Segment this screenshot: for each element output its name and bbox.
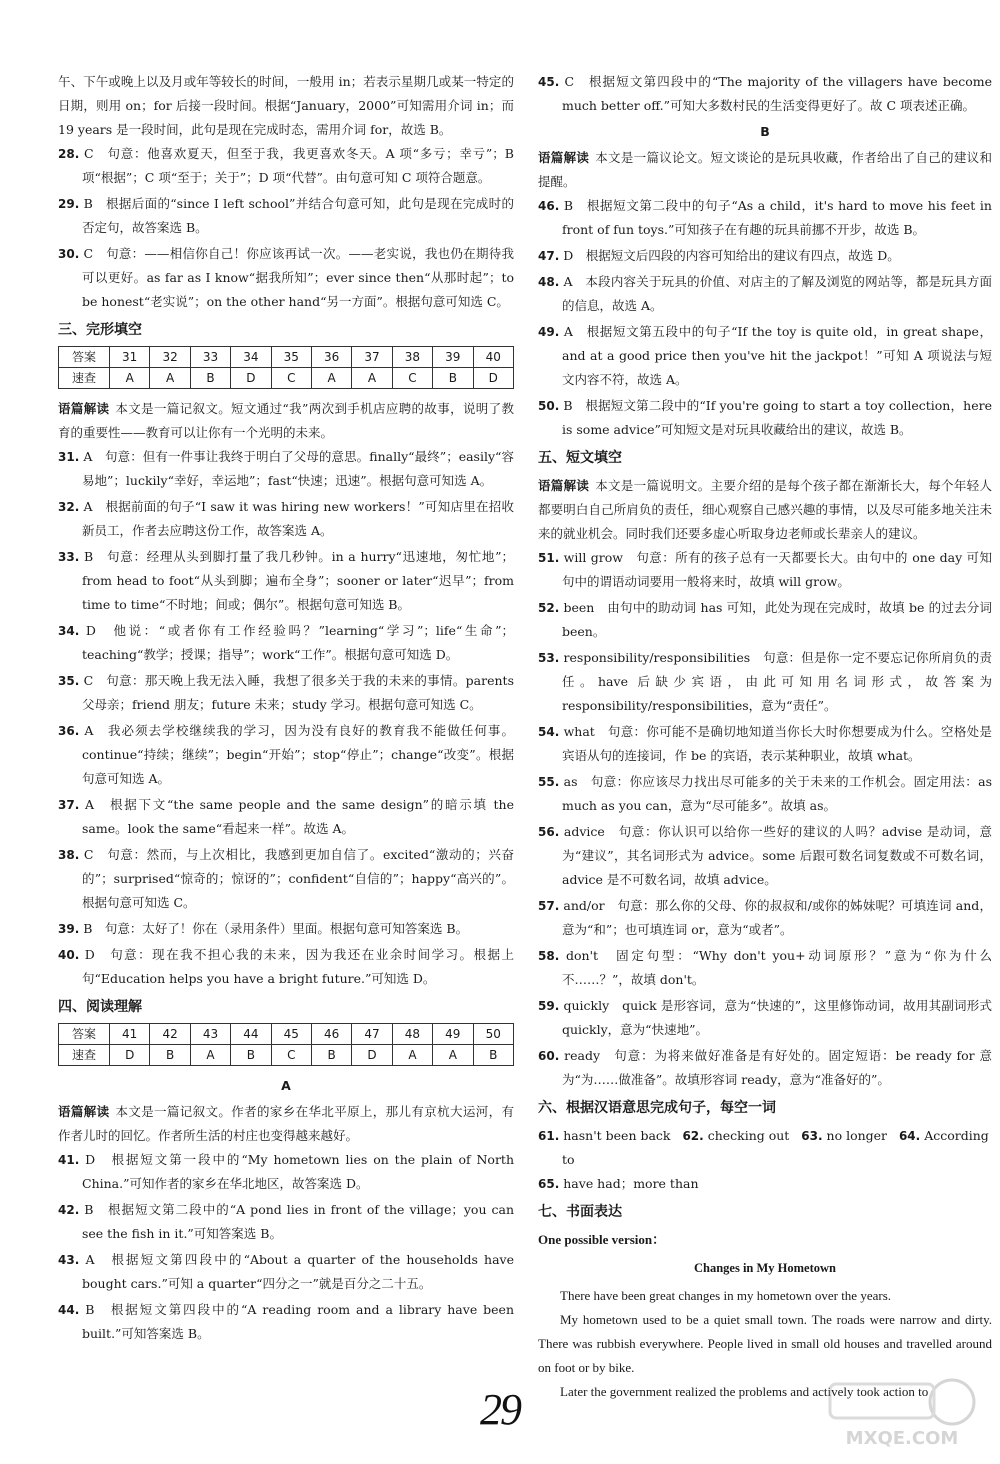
table-cell: A bbox=[433, 1045, 473, 1066]
answer-item-33: 33. B 句意：经理从头到脚打量了我几秒钟。in a hurry“迅速地，匆忙地”；from head to foot“从头到脚；遍布全身”；sooner or later“迟早”；from time to time“不时地；间或；偶尔”。根据句意可知选 B。 bbox=[58, 549, 514, 612]
answer-item-56: 56. advice 句意：你认识可以给你一些好的建议的人吗？advise 是动词，意为“建议”，其名词形式为 advice。some 后跟可数名词复数或不可数名词，advice 是不可数名词，故填 advice。 bbox=[538, 824, 992, 887]
table-head-quick: 速查 bbox=[59, 368, 110, 389]
passage-intro-fill-in: 语篇解读 本文是一篇说明文。主要介绍的是每个孩子都在渐渐长大，每个年轻人都要明白自己所肩负的责任，细心观察自己感兴趣的事情，以及尽可能多地关注未来的就业机会。同时我们还要多虚心听取身边老师或长辈亲人的建议。 bbox=[538, 478, 992, 541]
table-cell: 49 bbox=[433, 1024, 473, 1045]
essay-paragraph-3: Later the government realized the problems and actively took action to bbox=[560, 1384, 929, 1399]
table-cell: 32 bbox=[150, 347, 190, 368]
table-cell: C bbox=[271, 368, 311, 389]
essay-paragraph-1: There have been great changes in my hometown over the years. bbox=[560, 1288, 892, 1303]
table-cell: 31 bbox=[110, 347, 150, 368]
answer-table-cloze bbox=[58, 346, 514, 389]
answer-item-37: 37. A 根据下文“the same people and the same design”的暗示填 the same。look the same“看起来一样”。故选 A。 bbox=[58, 797, 514, 836]
table-cell: 47 bbox=[352, 1024, 392, 1045]
answer-item-53: 53. responsibility/responsibilities 句意：但是你一定不要忘记你所肩负的责任。have 后缺少宾语，由此可知用名词形式，故答案为 responsibility/responsibilities，意为“责任”。 bbox=[538, 650, 992, 713]
table-cell: 43 bbox=[190, 1024, 230, 1045]
answer-item-32: 32. A 根据前面的句子“I saw it was hiring new workers！”可知店里在招收新员工，作者去应聘这份工作，故答案选 A。 bbox=[58, 499, 514, 538]
version-label: One possible version： bbox=[538, 1232, 666, 1247]
table-cell: C bbox=[392, 368, 432, 389]
table-cell: A bbox=[190, 1045, 230, 1066]
table-cell: 33 bbox=[190, 347, 230, 368]
answer-item-38: 38. C 句意：然而，与上次相比，我感到更加自信了。excited“激动的；兴奋的”；surprised“惊奇的；惊讶的”；confident“自信的”；happy“高兴的”。根据句意可知选 C。 bbox=[58, 847, 514, 910]
table-cell: 40 bbox=[473, 347, 513, 368]
table-head-answer: 答案 bbox=[59, 347, 110, 368]
answer-item-46: 46. B 根据短文第二段中的句子“As a child，it's hard to move his feet in front of fun toys.”可知孩子在有趣的玩具前挪不开步，故选 B。 bbox=[538, 198, 992, 237]
answer-item-48: 48. A 本段内容关于玩具的价值、对店主的了解及浏览的网站等，都是玩具方面的信息，故选 A。 bbox=[538, 274, 992, 313]
answer-item-50: 50. B 根据短文第二段中的“If you're going to start a toy collection，here is some advice”可知短文是对玩具收藏给出的建议，故选 B。 bbox=[538, 398, 992, 437]
table-cell: B bbox=[190, 368, 230, 389]
continued-paragraph: 午、下午或晚上以及月或年等较长的时间，一般用 in；若表示星期几或某一特定的日期，则用 on；for 后接一段时间。根据“January，2000”可知需用介词 in；而 19 years 是一段时间，此句是现在完成时态，需用介词 for，故选 B。 bbox=[58, 74, 514, 137]
section-heading-reading: 四、阅读理解 bbox=[58, 999, 142, 1015]
answer-item-42: 42. B 根据短文第二段中的“A pond lies in front of the village；you can see the fish in it.”可知答案选 B。 bbox=[58, 1202, 515, 1241]
passage-letter-b: B bbox=[760, 124, 770, 139]
answer-item-55: 55. as 句意：你应该尽力找出尽可能多的关于未来的工作机会。固定用法：as much as you can，意为“尽可能多”。故填 as。 bbox=[538, 774, 992, 813]
answer-item-59: 59. quickly quick 是形容词，意为“快速的”，这里修饰动词，故用其副词形式 quickly，意为“快速地”。 bbox=[538, 998, 992, 1037]
table-cell: B bbox=[150, 1045, 190, 1066]
fill-in-items bbox=[538, 546, 992, 1092]
answer-item-31: 31. A 句意：但有一件事让我终于明白了父母的意思。finally“最终”；easily“容易地”；luckily“幸好，幸运地”；fast“快速；迅速”。根据句意可知选 A。 bbox=[58, 449, 514, 488]
table-cell: 41 bbox=[110, 1024, 150, 1045]
section-heading-fill-in: 五、短文填空 bbox=[538, 450, 622, 466]
right-column bbox=[538, 70, 992, 1404]
table-cell: D bbox=[352, 1045, 392, 1066]
passage-intro-reading-a: 语篇解读 本文是一篇记叙文。作者的家乡在华北平原上，那儿有京杭大运河，有作者儿时的回忆。作者所生活的村庄也变得越来越好。 bbox=[58, 1104, 514, 1143]
left-column bbox=[58, 70, 514, 1348]
table-cell: A bbox=[392, 1045, 432, 1066]
table-cell: D bbox=[110, 1045, 150, 1066]
answer-item-34: 34. D 他说：“或者你有工作经验吗？”learning“学习”；life“生命”；teaching“教学；授课；指导”；work“工作”。根据句意可知选 D。 bbox=[58, 623, 514, 662]
answer-item-39: 39. B 句意：太好了！你在（录用条件）里面。根据句意可知答案选 B。 bbox=[58, 921, 469, 936]
reading-items bbox=[58, 1148, 514, 1346]
table-cell: C bbox=[271, 1045, 311, 1066]
table-cell: A bbox=[352, 368, 392, 389]
answer-item-58: 58. don't 固定句型：“Why don't you+动词原形？”意为“你为什么不……？”，故填 don't。 bbox=[538, 948, 992, 987]
table-cell: 35 bbox=[271, 347, 311, 368]
answer-item-41: 41. D 根据短文第一段中的“My hometown lies on the plain of North China.”可知作者的家乡在华北地区，故答案选 D。 bbox=[58, 1152, 514, 1191]
table-cell: D bbox=[473, 368, 513, 389]
grammar-items bbox=[58, 142, 514, 314]
translation-answers-line-1: 61. hasn't been back 62. checking out 63. no longer 64. According to bbox=[538, 1128, 989, 1167]
answer-item-57: 57. and/or 句意：那么你的父母、你的叔叔和/或你的姊妹呢？可填连词 and，意为“和”；也可填连词 or，意为“或者”。 bbox=[538, 898, 992, 937]
answer-item-54: 54. what 句意：你可能不是确切地知道当你长大时你想要成为什么。空格处是宾语从句的连接词，作 be 的宾语，表示某种职业，故填 what。 bbox=[538, 724, 992, 763]
answer-item-51: 51. will grow 句意：所有的孩子总有一天都要长大。由句中的 one day 可知句中的谓语动词要用一般将来时，故填 will grow。 bbox=[538, 550, 992, 589]
table-cell: A bbox=[110, 368, 150, 389]
table-cell: 48 bbox=[392, 1024, 432, 1045]
table-head-quick: 速查 bbox=[59, 1045, 110, 1066]
watermark-text: MXQE.COM bbox=[845, 1428, 959, 1449]
page-number: 29 bbox=[480, 1385, 520, 1434]
table-cell: B bbox=[433, 368, 473, 389]
answer-item-29: 29. B 根据后面的“since I left school”并结合句意可知，此句是现在完成时的否定句，故答案选 B。 bbox=[58, 196, 514, 235]
passage-intro-reading-b: 语篇解读 本文是一篇议论文。短文谈论的是玩具收藏，作者给出了自己的建议和提醒。 bbox=[538, 150, 992, 189]
passage-letter-a: A bbox=[281, 1078, 291, 1093]
table-cell: 37 bbox=[352, 347, 392, 368]
answer-item-49: 49. A 根据短文第五段中的句子“If the toy is quite old，in great shape，and at a good price then you've hit the jackpot！”可知 A 项说法与短文内容不符，故选 A。 bbox=[538, 324, 992, 387]
table-cell: 34 bbox=[231, 347, 271, 368]
answer-item-45: 45. C 根据短文第四段中的“The majority of the villagers have become much better off.”可知大多数村民的生活变得更好了。故 C 项表述正确。 bbox=[538, 74, 992, 113]
table-cell: 45 bbox=[271, 1024, 311, 1045]
table-cell: B bbox=[311, 1045, 351, 1066]
table-cell: 36 bbox=[311, 347, 351, 368]
watermark-logo-icon bbox=[822, 1376, 982, 1450]
reading-b-items bbox=[538, 194, 992, 442]
section-heading-translation: 六、根据汉语意思完成句子，每空一词 bbox=[538, 1100, 776, 1116]
table-cell: 44 bbox=[231, 1024, 271, 1045]
answer-item-36: 36. A 我必须去学校继续我的学习，因为没有良好的教育我不能做任何事。continue“持续；继续”；begin“开始”；stop“停止”；change“改变”。根据句意可知选 A。 bbox=[58, 723, 514, 786]
answer-item-44: 44. B 根据短文第四段中的“A reading room and a library have been built.”可知答案选 B。 bbox=[58, 1302, 514, 1341]
answer-item-47: 47. D 根据短文后四段的内容可知给出的建议有四点，故选 D。 bbox=[538, 248, 900, 263]
answer-item-52: 52. been 由句中的助动词 has 可知，此处为现在完成时，故填 be 的过去分词 been。 bbox=[538, 600, 992, 639]
table-cell: 46 bbox=[311, 1024, 351, 1045]
table-cell: 39 bbox=[433, 347, 473, 368]
answer-table-reading bbox=[58, 1023, 514, 1066]
passage-intro-cloze: 语篇解读 本文是一篇记叙文。短文通过“我”两次到手机店应聘的故事，说明了教育的重要性——教育可以让你有一个光明的未来。 bbox=[58, 401, 514, 440]
answer-item-28: 28. C 句意：他喜欢夏天，但至于我，我更喜欢冬天。A 项“多亏；幸亏”；B 项“根据”；C 项“至于；关于”；D 项“代替”。由句意可知 C 项符合题意。 bbox=[58, 146, 514, 185]
answer-item-60: 60. ready 句意：为将来做好准备是有好处的。固定短语：be ready for 意为“为……做准备”。故填形容词 ready，意为“准备好的”。 bbox=[538, 1048, 992, 1087]
table-cell: A bbox=[150, 368, 190, 389]
table-cell: 42 bbox=[150, 1024, 190, 1045]
table-cell: D bbox=[231, 368, 271, 389]
table-cell: A bbox=[311, 368, 351, 389]
answer-item-40: 40. D 句意：现在我不担心我的未来，因为我还在业余时间学习。根据上句“Education helps you have a bright future.”可知选 D。 bbox=[58, 947, 514, 986]
answer-item-35: 35. C 句意：那天晚上我无法入睡，我想了很多关于我的未来的事情。parents 父母亲；friend 朋友；future 未来；study 学习。根据句意可知选 C。 bbox=[58, 673, 514, 712]
table-cell: 50 bbox=[473, 1024, 513, 1045]
essay-title: Changes in My Hometown bbox=[693, 1261, 837, 1275]
table-head-answer: 答案 bbox=[59, 1024, 110, 1045]
cloze-items bbox=[58, 445, 514, 991]
table-cell: 38 bbox=[392, 347, 432, 368]
translation-answers-line-2: 65. have had；more than bbox=[538, 1176, 699, 1191]
section-heading-cloze: 三、完形填空 bbox=[58, 322, 142, 338]
answer-item-30: 30. C 句意：——相信你自己！你应该再试一次。——老实说，我也仍在期待我可以更好。as far as I know“据我所知”；ever since then“从那时起”；to be honest“老实说”；on the other hand“另一方面”。根据句意可知选 C。 bbox=[58, 246, 514, 309]
table-cell: B bbox=[231, 1045, 271, 1066]
essay-paragraph-2: My hometown used to be a quiet small town. The roads were narrow and dirty. There was rubbish everywhere. People lived in small old houses and travelled around on foot or by bike. bbox=[538, 1312, 992, 1375]
table-cell: B bbox=[473, 1045, 513, 1066]
answer-item-43: 43. A 根据短文第四段中的“About a quarter of the households have bought cars.”可知 a quarter“四分之一”就是百分之二十五。 bbox=[58, 1252, 514, 1291]
section-heading-writing: 七、书面表达 bbox=[538, 1204, 622, 1220]
